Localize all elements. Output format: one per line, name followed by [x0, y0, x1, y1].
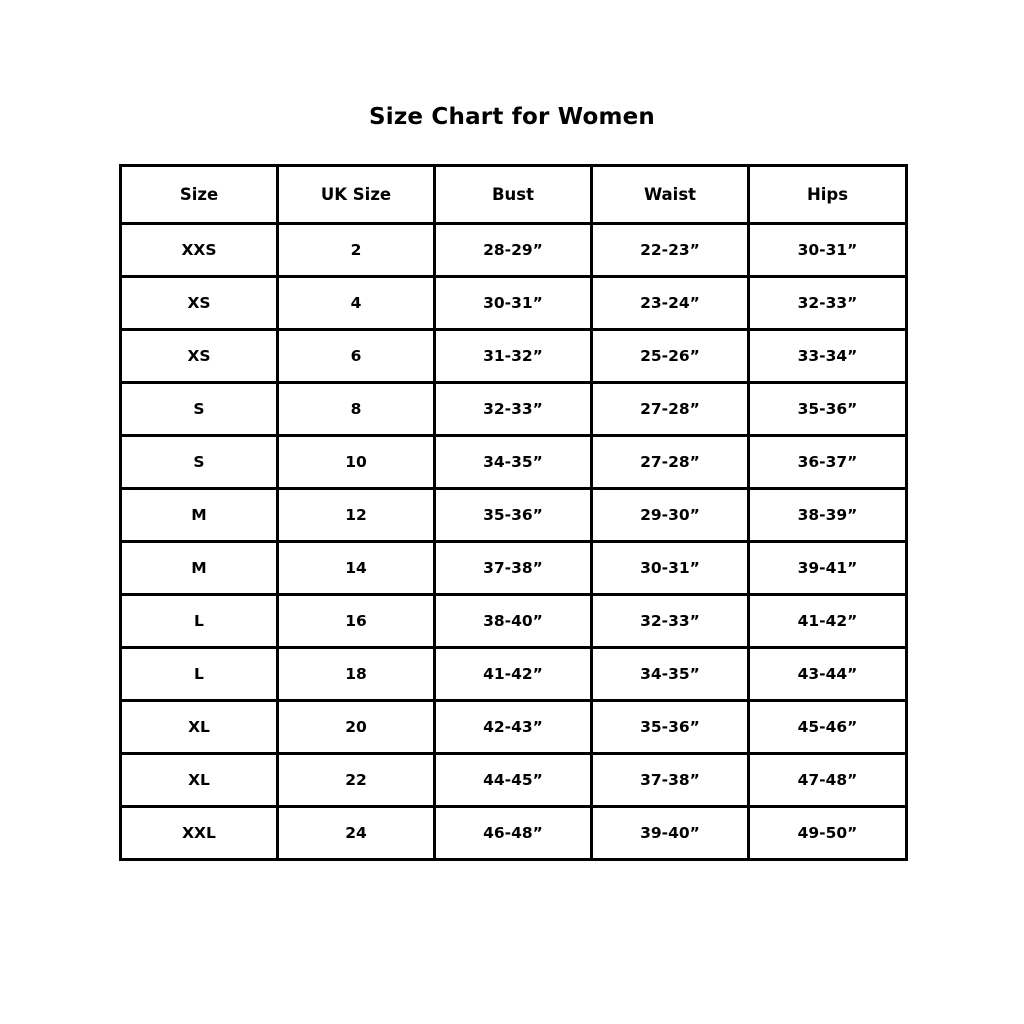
table-row [121, 330, 907, 383]
size-chart-table [119, 164, 908, 861]
cell-hips: 45-46” [749, 701, 907, 754]
table-row [121, 701, 907, 754]
cell-bust: 35-36” [435, 489, 592, 542]
cell-hips: 43-44” [749, 648, 907, 701]
cell-bust: 44-45” [435, 754, 592, 807]
cell-uk-size: 16 [278, 595, 435, 648]
table-row [121, 489, 907, 542]
cell-hips: 36-37” [749, 436, 907, 489]
cell-bust: 34-35” [435, 436, 592, 489]
cell-size: M [121, 542, 278, 595]
size-chart-table-wrapper [119, 164, 905, 861]
column-header-uk-size: UK Size [278, 166, 435, 224]
cell-waist: 27-28” [592, 436, 749, 489]
cell-uk-size: 2 [278, 224, 435, 277]
cell-uk-size: 22 [278, 754, 435, 807]
cell-waist: 29-30” [592, 489, 749, 542]
cell-hips: 35-36” [749, 383, 907, 436]
cell-waist: 37-38” [592, 754, 749, 807]
cell-size: XS [121, 330, 278, 383]
cell-hips: 32-33” [749, 277, 907, 330]
cell-hips: 47-48” [749, 754, 907, 807]
cell-waist: 39-40” [592, 807, 749, 860]
column-header-waist: Waist [592, 166, 749, 224]
table-row [121, 277, 907, 330]
cell-size: S [121, 383, 278, 436]
column-header-size: Size [121, 166, 278, 224]
column-header-hips: Hips [749, 166, 907, 224]
cell-uk-size: 14 [278, 542, 435, 595]
cell-waist: 23-24” [592, 277, 749, 330]
cell-bust: 30-31” [435, 277, 592, 330]
cell-waist: 35-36” [592, 701, 749, 754]
cell-size: M [121, 489, 278, 542]
cell-size: XXL [121, 807, 278, 860]
cell-size: L [121, 595, 278, 648]
cell-waist: 34-35” [592, 648, 749, 701]
table-row [121, 224, 907, 277]
cell-waist: 32-33” [592, 595, 749, 648]
cell-bust: 37-38” [435, 542, 592, 595]
cell-uk-size: 6 [278, 330, 435, 383]
column-header-bust: Bust [435, 166, 592, 224]
cell-hips: 33-34” [749, 330, 907, 383]
table-row [121, 436, 907, 489]
cell-size: XXS [121, 224, 278, 277]
table-row [121, 542, 907, 595]
cell-waist: 25-26” [592, 330, 749, 383]
cell-uk-size: 24 [278, 807, 435, 860]
cell-size: XS [121, 277, 278, 330]
cell-size: XL [121, 754, 278, 807]
cell-hips: 30-31” [749, 224, 907, 277]
table-row [121, 383, 907, 436]
cell-bust: 41-42” [435, 648, 592, 701]
cell-bust: 32-33” [435, 383, 592, 436]
table-row [121, 648, 907, 701]
cell-hips: 41-42” [749, 595, 907, 648]
cell-uk-size: 18 [278, 648, 435, 701]
cell-waist: 30-31” [592, 542, 749, 595]
cell-size: XL [121, 701, 278, 754]
cell-hips: 39-41” [749, 542, 907, 595]
cell-uk-size: 12 [278, 489, 435, 542]
cell-bust: 31-32” [435, 330, 592, 383]
cell-hips: 49-50” [749, 807, 907, 860]
cell-hips: 38-39” [749, 489, 907, 542]
cell-size: S [121, 436, 278, 489]
cell-uk-size: 20 [278, 701, 435, 754]
cell-bust: 38-40” [435, 595, 592, 648]
cell-bust: 28-29” [435, 224, 592, 277]
cell-waist: 22-23” [592, 224, 749, 277]
cell-waist: 27-28” [592, 383, 749, 436]
table-header-row [121, 166, 907, 224]
cell-uk-size: 10 [278, 436, 435, 489]
page-title: Size Chart for Women [368, 104, 655, 130]
cell-size: L [121, 648, 278, 701]
cell-bust: 46-48” [435, 807, 592, 860]
cell-bust: 42-43” [435, 701, 592, 754]
cell-uk-size: 4 [278, 277, 435, 330]
table-row [121, 595, 907, 648]
cell-uk-size: 8 [278, 383, 435, 436]
table-row [121, 807, 907, 860]
table-row [121, 754, 907, 807]
